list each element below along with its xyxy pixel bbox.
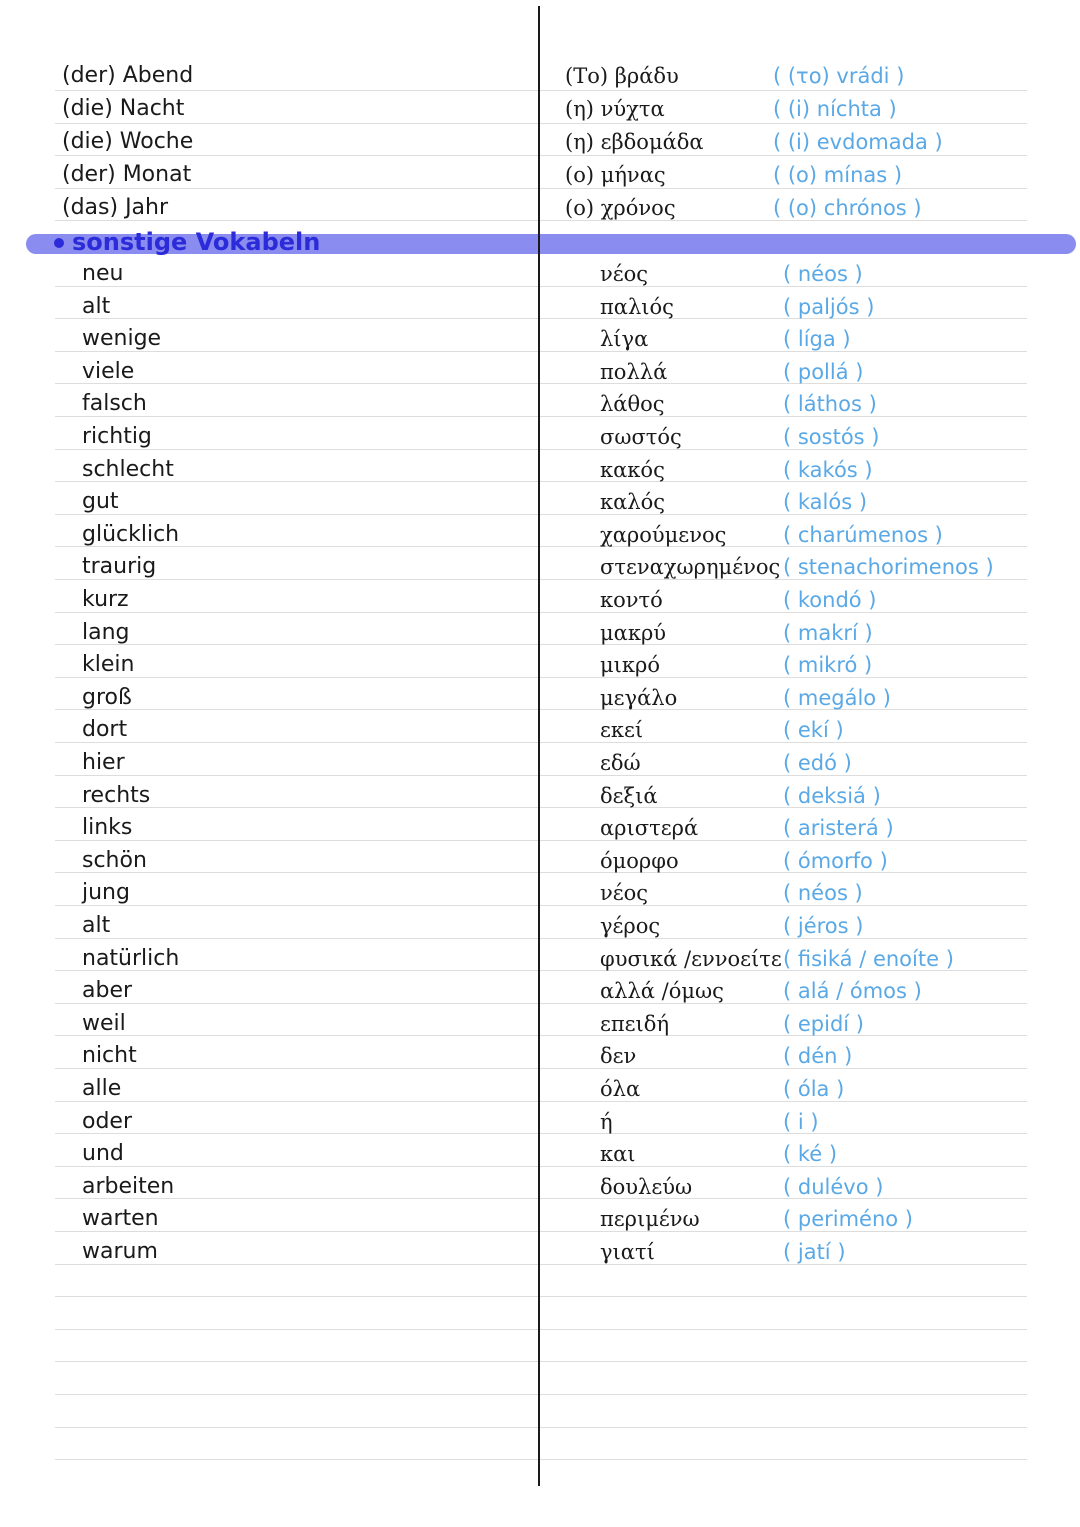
- ruled-line: [55, 481, 1027, 482]
- greek-word: (η) εβδομάδα: [565, 130, 704, 154]
- german-word: richtig: [82, 424, 152, 449]
- german-word: und: [82, 1141, 124, 1167]
- ruled-line: [55, 1035, 1027, 1036]
- german-word: aber: [82, 978, 133, 1004]
- greek-word: δεξιά: [600, 783, 658, 808]
- german-word: nicht: [82, 1043, 137, 1069]
- ruled-line: [55, 1166, 1027, 1167]
- greek-word: παλιός: [600, 294, 674, 319]
- greek-word: γιατί: [600, 1240, 655, 1264]
- ruled-line: [55, 905, 1027, 906]
- greek-word: σωστός: [600, 425, 682, 449]
- transliteration: ( kondó ): [783, 588, 877, 612]
- ruled-line: [55, 677, 1027, 678]
- german-word: gut: [82, 489, 119, 515]
- greek-word: στεναχωρημένος: [600, 555, 781, 580]
- german-word: jung: [82, 880, 130, 906]
- german-word: hier: [82, 750, 125, 775]
- ruled-line: [55, 1427, 1027, 1428]
- german-word: traurig: [82, 554, 157, 580]
- german-word: (die) Woche: [62, 129, 194, 154]
- greek-word: δεν: [600, 1044, 637, 1069]
- ruled-line: [55, 1329, 1027, 1330]
- greek-word: δουλεύω: [600, 1174, 693, 1199]
- greek-word: νέος: [600, 881, 649, 906]
- greek-word: λάθος: [600, 392, 665, 417]
- greek-word: αλλά /όμως: [600, 979, 724, 1004]
- transliteration: ( néos ): [783, 881, 863, 906]
- ruled-line: [55, 449, 1027, 450]
- greek-word: μεγάλο: [600, 685, 678, 710]
- german-word: (das) Jahr: [62, 195, 169, 220]
- ruled-line: [55, 644, 1027, 645]
- ruled-line: [55, 1361, 1027, 1362]
- german-word: groß: [82, 684, 132, 710]
- german-word: warum: [82, 1239, 158, 1264]
- ruled-line: [55, 383, 1027, 384]
- greek-word: νέος: [600, 262, 649, 286]
- transliteration: ( (το) vrádi ): [773, 64, 905, 88]
- transliteration: ( líga ): [783, 327, 851, 352]
- ruled-line: [55, 807, 1027, 808]
- greek-word: εδώ: [600, 751, 641, 775]
- transliteration: ( deksiá ): [783, 783, 881, 808]
- transliteration: ( fisiká / enoíte ): [783, 946, 954, 971]
- transliteration: ( jatí ): [783, 1240, 846, 1264]
- greek-word: όλα: [600, 1077, 641, 1101]
- german-word: natürlich: [82, 945, 180, 971]
- german-word: glücklich: [82, 521, 180, 547]
- ruled-line: [55, 416, 1027, 417]
- ruled-line: [55, 1068, 1027, 1069]
- column-divider: [538, 6, 540, 1486]
- ruled-line: [55, 742, 1027, 743]
- german-word: oder: [82, 1108, 133, 1134]
- ruled-line: [55, 1133, 1027, 1134]
- greek-word: (Το) βράδυ: [565, 64, 679, 88]
- transliteration: ( (o) chrónos ): [773, 196, 922, 220]
- german-word: kurz: [82, 587, 129, 612]
- german-word: neu: [82, 261, 124, 286]
- greek-word: (ο) μήνας: [565, 163, 666, 187]
- transliteration: ( óla ): [783, 1077, 845, 1101]
- greek-word: (η) νύχτα: [565, 97, 665, 121]
- ruled-line: [55, 351, 1027, 352]
- german-word: alle: [82, 1076, 122, 1101]
- transliteration: ( paljós ): [783, 294, 875, 319]
- transliteration: ( pollá ): [783, 359, 864, 384]
- transliteration: ( stenachorimenos ): [783, 555, 994, 580]
- greek-word: μικρό: [600, 653, 660, 678]
- transliteration: ( (i) níchta ): [773, 97, 897, 121]
- german-word: schön: [82, 847, 147, 873]
- transliteration: ( epidí ): [783, 1011, 864, 1036]
- greek-word: χαρούμενος: [600, 522, 727, 547]
- transliteration: ( aristerá ): [783, 816, 894, 841]
- transliteration: ( periméno ): [783, 1207, 913, 1232]
- german-word: lang: [82, 619, 130, 645]
- german-word: wenige: [82, 326, 162, 352]
- german-word: schlecht: [82, 456, 174, 482]
- transliteration: ( (i) evdomada ): [773, 130, 943, 154]
- section-heading-text: sonstige Vokabeln: [72, 228, 321, 256]
- ruled-line: [55, 612, 1027, 613]
- transliteration: ( néos ): [783, 262, 863, 286]
- german-word: (der) Monat: [62, 162, 192, 187]
- german-word: links: [82, 815, 133, 841]
- ruled-line: [55, 1394, 1027, 1395]
- greek-word: κακός: [600, 457, 665, 482]
- ruled-line: [55, 318, 1027, 319]
- greek-word: όμορφο: [600, 848, 679, 873]
- transliteration: ( charúmenos ): [783, 522, 943, 547]
- greek-word: γέρος: [600, 914, 661, 938]
- bullet-icon: [54, 238, 64, 248]
- german-word: alt: [82, 913, 111, 938]
- german-word: klein: [82, 652, 135, 678]
- greek-word: αριστερά: [600, 816, 699, 841]
- transliteration: ( dulévo ): [783, 1174, 884, 1199]
- german-word: rechts: [82, 782, 151, 808]
- greek-word: πολλά: [600, 359, 668, 384]
- transliteration: ( ké ): [783, 1142, 838, 1167]
- transliteration: ( makrí ): [783, 620, 873, 645]
- german-word: alt: [82, 293, 111, 319]
- ruled-line: [55, 775, 1027, 776]
- transliteration: ( ómorfo ): [783, 848, 888, 873]
- greek-word: μακρύ: [600, 620, 667, 645]
- ruled-line: [55, 1264, 1027, 1265]
- transliteration: ( (o) mínas ): [773, 163, 903, 187]
- greek-word: κοντό: [600, 588, 663, 612]
- transliteration: ( megálo ): [783, 685, 891, 710]
- german-word: viele: [82, 358, 135, 384]
- german-word: weil: [82, 1010, 126, 1036]
- transliteration: ( kalós ): [783, 490, 868, 515]
- german-word: arbeiten: [82, 1173, 175, 1199]
- greek-word: εκεί: [600, 718, 644, 743]
- greek-word: και: [600, 1142, 636, 1167]
- transliteration: ( dén ): [783, 1044, 853, 1069]
- ruled-line: [55, 514, 1027, 515]
- transliteration: ( ekí ): [783, 718, 844, 743]
- transliteration: ( alá / ómos ): [783, 979, 922, 1004]
- greek-word: λίγα: [600, 327, 649, 352]
- greek-word: (ο) χρόνος: [565, 196, 676, 220]
- german-word: dort: [82, 717, 128, 743]
- transliteration: ( i ): [783, 1109, 819, 1134]
- ruled-line: [55, 286, 1027, 287]
- german-word: warten: [82, 1206, 159, 1232]
- german-word: (der) Abend: [62, 63, 194, 88]
- transliteration: ( jéros ): [783, 914, 864, 938]
- transliteration: ( edó ): [783, 751, 852, 775]
- transliteration: ( sostós ): [783, 425, 880, 449]
- ruled-line: [55, 1296, 1027, 1297]
- greek-word: καλός: [600, 490, 666, 515]
- german-word: (die) Nacht: [62, 96, 185, 121]
- greek-word: ή: [600, 1109, 613, 1134]
- greek-word: περιμένω: [600, 1207, 700, 1232]
- section-heading: [54, 226, 320, 258]
- transliteration: ( mikró ): [783, 653, 873, 678]
- ruled-line: [55, 1101, 1027, 1102]
- greek-word: επειδή: [600, 1011, 670, 1036]
- transliteration: ( láthos ): [783, 392, 877, 417]
- ruled-line: [55, 938, 1027, 939]
- transliteration: ( kakós ): [783, 457, 873, 482]
- greek-word: φυσικά /εννοείτε: [600, 946, 782, 971]
- german-word: falsch: [82, 391, 147, 417]
- ruled-line: [55, 1459, 1027, 1460]
